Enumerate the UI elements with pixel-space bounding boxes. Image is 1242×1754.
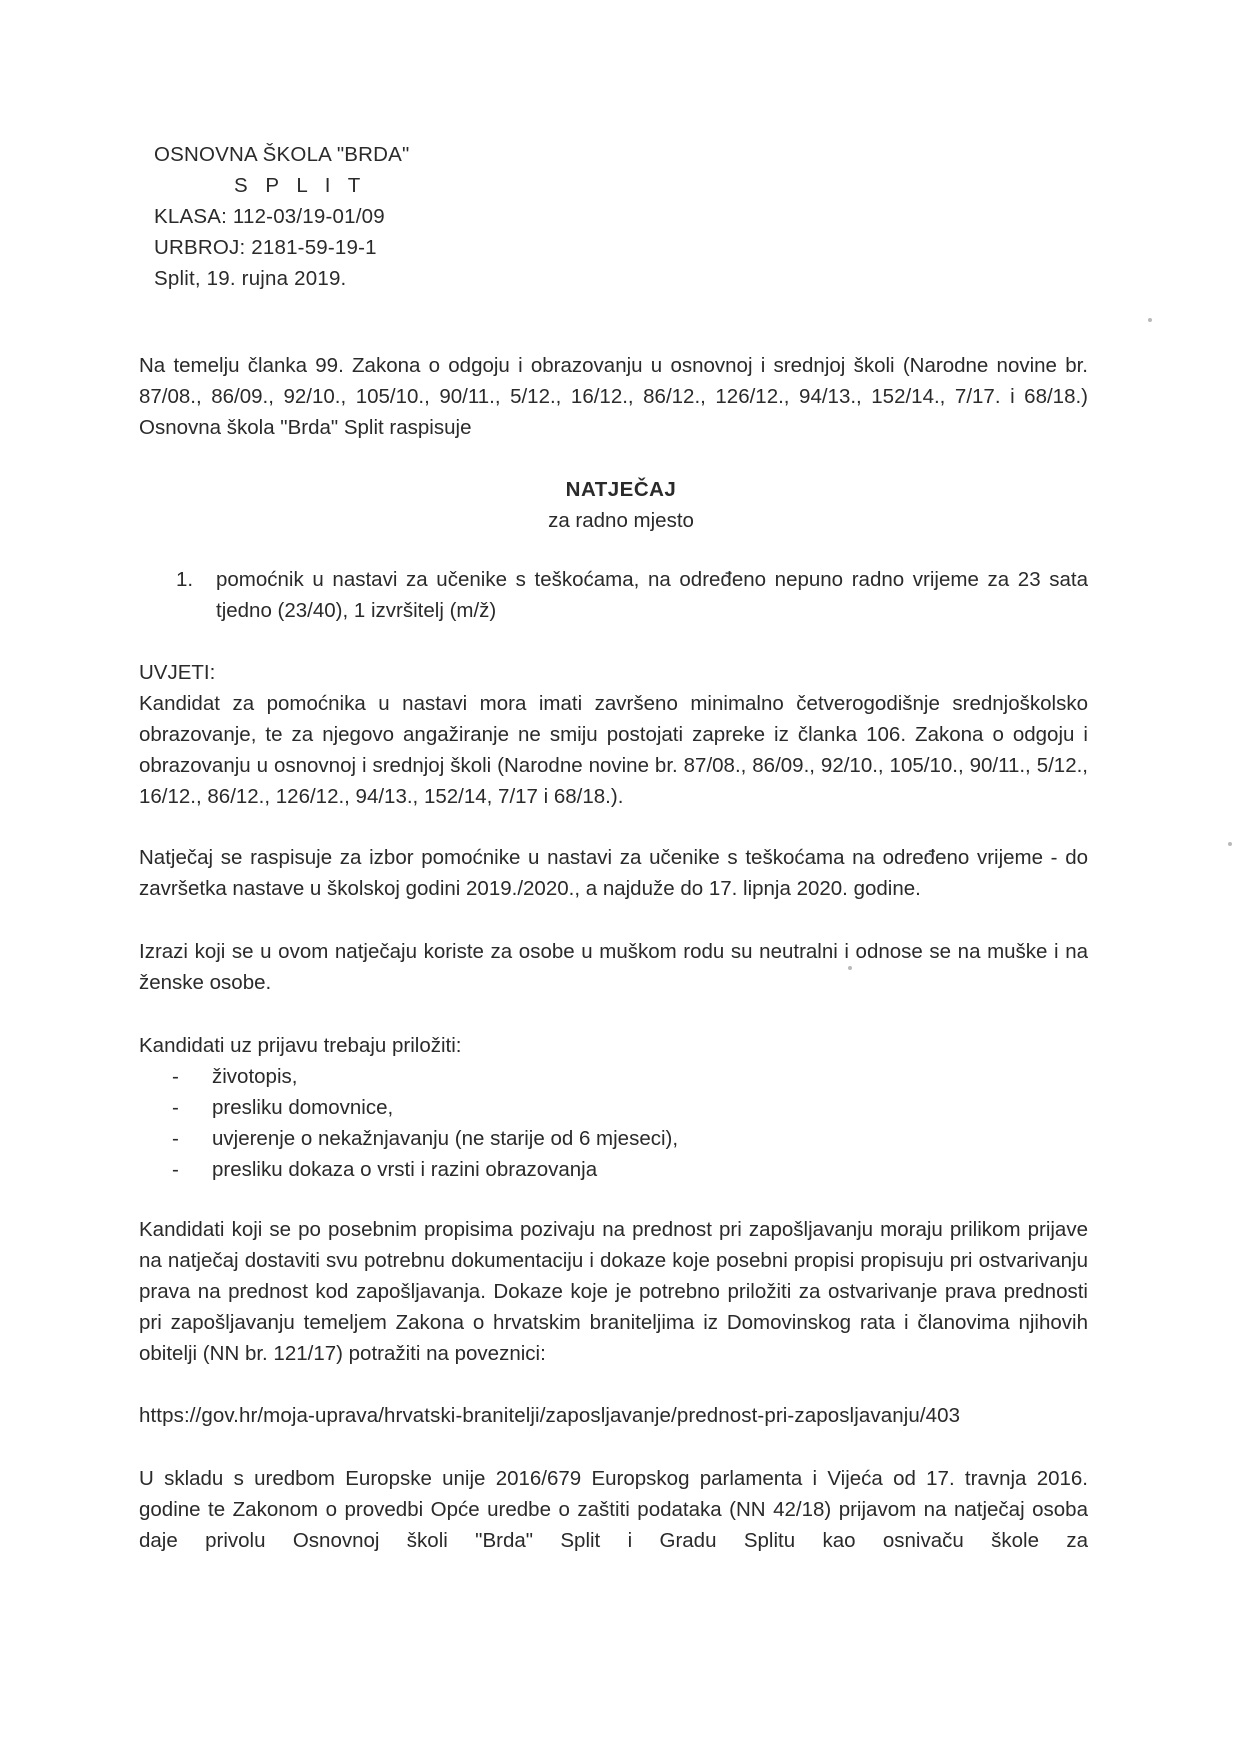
duration-text: Natječaj se raspisuje za izbor pomoćnike u nastavi za učenike s teškoćama na određeno vrijeme - do završetka nastave u školskoj godini 2019./2020., a najduže do 17. lipnja 2020. godine. — [139, 846, 1088, 900]
gdpr-paragraph — [139, 1463, 1088, 1556]
list-item-text: životopis, — [212, 1065, 298, 1088]
school-city: S P L I T — [234, 174, 367, 197]
conditions-paragraph — [139, 688, 1088, 812]
list-dash: - — [172, 1158, 179, 1181]
date-line: Split, 19. rujna 2019. — [154, 267, 347, 290]
list-item — [172, 1092, 678, 1123]
school-name: OSNOVNA ŠKOLA "BRDA" — [154, 143, 410, 166]
scan-speck — [848, 966, 852, 970]
list-item — [172, 1123, 678, 1154]
gender-paragraph — [139, 936, 1088, 998]
priority-paragraph — [139, 1214, 1088, 1369]
scan-speck — [1228, 842, 1232, 846]
intro-text: Na temelju članka 99. Zakona o odgoju i obrazovanju u osnovnoj i srednjoj školi (Narodne novine br. 87/08., 86/09., 92/10., 105/10., 90/11., 5/12., 16/12., 86/12., 126/12., 94/13., 152/14., 7/17. i 68/18.) Osnovna škola "Brda" Split raspisuje — [139, 354, 1088, 439]
documents-intro: Kandidati uz prijavu trebaju priložiti: — [139, 1034, 462, 1057]
gdpr-text: U skladu s uredbom Europske unije 2016/679 Europskog parlamenta i Vijeća od 17. travnja 2016. godine te Zakonom o provedbi Opće uredbe o zaštiti podataka (NN 42/18) prijavom na natječaj osoba daje privolu Osnovnoj školi "Brda" Split i Gradu Splitu kao osnivaču škole za — [139, 1467, 1088, 1552]
document-subtitle: za radno mjesto — [548, 509, 694, 532]
list-item-text: presliku dokaza o vrsti i razini obrazovanja — [212, 1158, 598, 1181]
conditions-heading: UVJETI: — [139, 661, 216, 684]
document-title: NATJEČAJ — [565, 478, 677, 501]
list-item — [172, 1154, 678, 1185]
priority-link[interactable]: https://gov.hr/moja-uprava/hrvatski-branitelji/zaposljavanje/prednost-pri-zaposljavanju/403 — [139, 1404, 961, 1427]
conditions-text: Kandidat za pomoćnika u nastavi mora imati završeno minimalno četverogodišnje srednjoškolsko obrazovanje, te za njegovo angažiranje ne smiju postojati zapreke iz članka 106. Zakona o odgoju i obrazovanju u osnovnoj i srednjoj školi (Narodne novine br. 87/08., 86/09., 92/10., 105/10., 90/11., 5/12., 16/12., 86/12., 126/12., 94/13., 152/14, 7/17 i 68/18.). — [139, 692, 1088, 808]
list-dash: - — [172, 1127, 179, 1150]
urbroj-line: URBROJ: 2181-59-19-1 — [154, 236, 377, 259]
priority-text: Kandidati koji se po posebnim propisima pozivaju na prednost pri zapošljavanju moraju prilikom prijave na natječaj dostaviti svu potrebnu dokumentaciju i dokaze koje posebni propisi propisuju pri ostvarivanju prava na prednost kod zapošljavanja. Dokaze koje je potrebno priložiti za ostvarivanje prava prednosti pri zapošljavanju temeljem Zakona o hrvatskim braniteljima iz Domovinskog rata i članovima njihovih obitelji (NN br. 121/17) potražiti na poveznici: — [139, 1218, 1088, 1365]
title-block — [0, 474, 1242, 536]
list-item — [172, 1061, 678, 1092]
document-header — [154, 139, 410, 294]
klasa-line: KLASA: 112-03/19-01/09 — [154, 205, 385, 228]
gender-text: Izrazi koji se u ovom natječaju koriste za osobe u muškom rodu su neutralni i odnose se na muške i na ženske osobe. — [139, 940, 1088, 994]
list-item-text: uvjerenje o nekažnjavanju (ne starije od 6 mjeseci), — [212, 1127, 679, 1150]
scan-speck — [1148, 318, 1152, 322]
duration-paragraph — [139, 842, 1088, 904]
intro-paragraph — [139, 350, 1088, 443]
position-text: pomoćnik u nastavi za učenike s teškoćama, na određeno nepuno radno vrijeme za 23 sata tjedno (23/40), 1 izvršitelj (m/ž) — [216, 568, 1088, 622]
list-dash: - — [172, 1065, 179, 1088]
list-dash: - — [172, 1096, 179, 1119]
list-item-text: presliku domovnice, — [212, 1096, 394, 1119]
position-number: 1. — [176, 568, 194, 591]
documents-list — [172, 1061, 678, 1185]
